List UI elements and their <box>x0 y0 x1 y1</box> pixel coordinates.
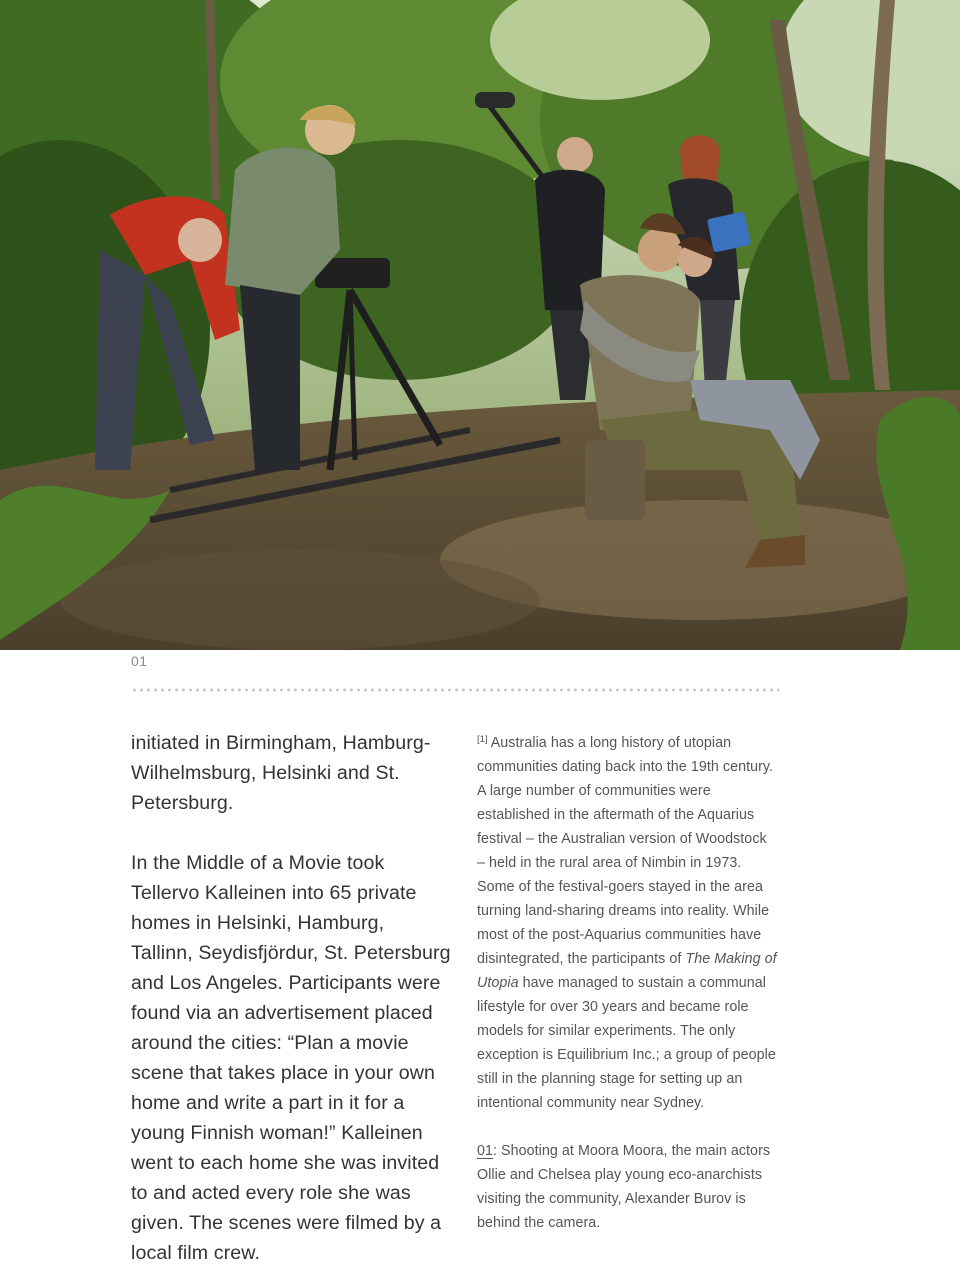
footnote-marker: [1] <box>477 734 488 745</box>
figure-number: 01 <box>131 653 148 669</box>
footnote-text-before-title: Australia has a long history of utopian communities dating back into the 19th century. A large number of communities were established in the aftermath of the Aquarius festival – the Australian version of Woodstock – held in the rural area of Nimbin in 1973. Some of the festival-goers stayed in the area turning land-sharing dreams into reality. While most of the post-Aquarius communities have disintegrated, the participants of <box>477 735 774 967</box>
dotted-divider <box>131 688 779 692</box>
main-text-column <box>131 728 451 1268</box>
caption-text: : Shooting at Moora Moora, the main actors Ollie and Chelsea play young eco-anarchists visiting the community, Alexander Burov is behind the camera. <box>477 1143 771 1231</box>
caption-number: 01 <box>477 1143 494 1159</box>
side-notes-column <box>477 731 777 1259</box>
footnote-title: The Making of Utopia <box>477 951 777 991</box>
main-paragraph-2: In the Middle of a Movie took Tellervo Kalleinen into 65 private homes in Helsinki, Hamburg, Tallinn, Seydisfjördur, St. Petersburg and Los Angeles. Participants were found via an advertisement placed around the cities: “Plan a movie scene that takes place in your own home and write a part in it for a young Finnish woman!” Kalleinen went to each home she was invited to and acted every role she was given. The scenes were filmed by a local film crew. <box>131 852 451 1264</box>
photo-caption <box>477 1139 777 1235</box>
footnote <box>477 731 777 1115</box>
footnote-text-after-title: have managed to sustain a communal lifestyle for over 30 years and became role models for similar experiments. The only exception is Equilibrium Inc.; a group of people still in the planning stage for setting up an intentional community near Sydney. <box>477 975 776 1111</box>
main-paragraph-1: initiated in Birmingham, Hamburg-Wilhelmsburg, Helsinki and St. Petersburg. <box>131 732 431 814</box>
